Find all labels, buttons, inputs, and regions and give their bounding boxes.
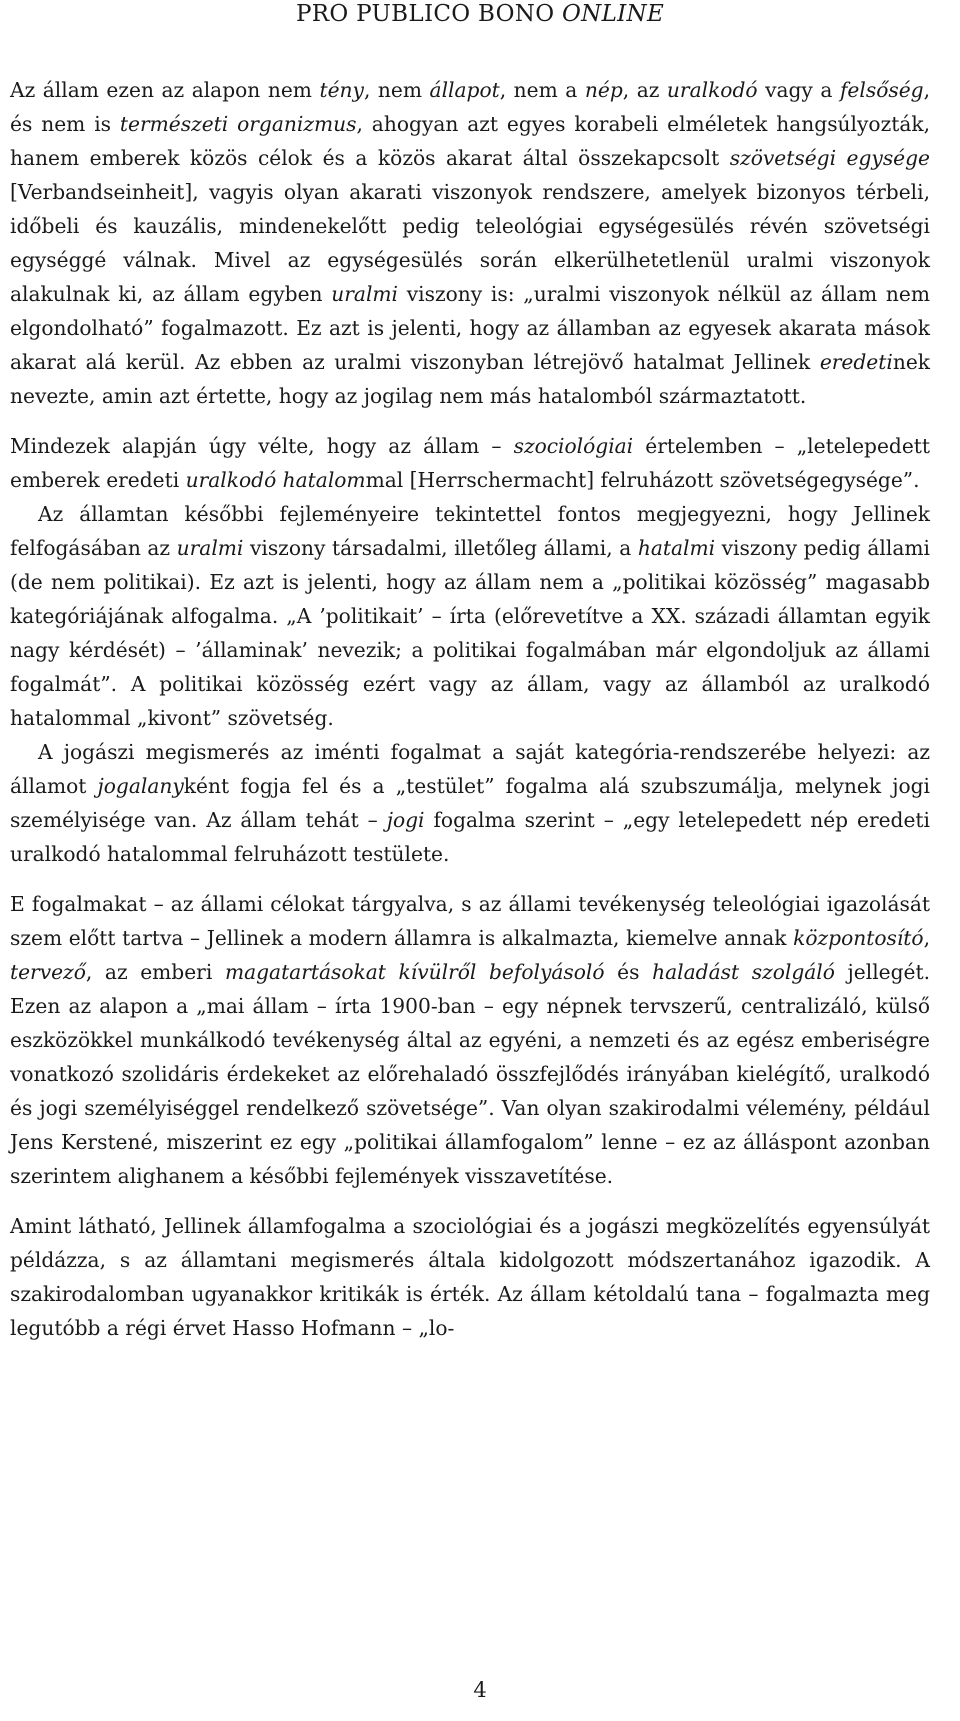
italic-run: nép bbox=[584, 78, 623, 102]
italic-run: uralkodó hatalom bbox=[185, 468, 366, 492]
paragraph-5 bbox=[10, 887, 930, 1193]
text-run: , bbox=[923, 926, 930, 950]
paragraph-1 bbox=[10, 73, 930, 413]
text-run: és bbox=[604, 960, 653, 984]
text-run: , és nem is bbox=[10, 78, 930, 136]
italic-run: felsőség bbox=[839, 78, 924, 102]
text-run: , nem bbox=[363, 78, 430, 102]
italic-run: jogi bbox=[386, 808, 425, 832]
text-run: Amint látható, Jellinek államfogalma a szociológiai és a jogászi megközelítés egyensúlyát példázza, s az államtani megismerés általa kidolgozott módszertanához igazodik. A szakirodalomban ugyanakkor kritikák is érték. Az állam kétoldalú tana – fogalmazta meg legutóbb a régi érvet Hasso Hofmann – „lo- bbox=[10, 1214, 930, 1340]
italic-run: természeti organizmus bbox=[119, 112, 357, 136]
text-run: ként fogja fel és a „testület” fogalma alá szubszumálja, melynek jogi személyisége van. Az állam tehát – bbox=[10, 774, 931, 832]
text-run: E fogalmakat – az állami célokat tárgyalva, s az állami tevékenység teleológiai igazolását szem előtt tartva – Jellinek a modern államra is alkalmazta, kiemelve annak bbox=[10, 892, 930, 950]
paragraph-4 bbox=[10, 735, 930, 871]
text-run: viszony pedig állami (de nem politikai). Ez azt is jelenti, hogy az állam nem a „politikai közösség” magasabb kategóriájának alfogalma. „A ’politikait’ – írta (előrevetítve a XX. századi államtan egyik nagy kérdését) – ’államinak’ nevezik; a politikai fogalmában már elgondoljuk az állami fogalmát”. A politikai közösség ezért vagy az állam, vagy az államból az uralkodó hatalommal „kivont” szövetség. bbox=[10, 536, 930, 730]
text-run: fogalma szerint – „egy letelepedett nép eredeti uralkodó hatalommal felruházott testülete. bbox=[10, 808, 930, 866]
text-run: Mindezek alapján úgy vélte, hogy az állam – bbox=[10, 434, 514, 458]
text-run: nek nevezte, amin azt értette, hogy az jogilag nem más hatalomból származtatott. bbox=[10, 350, 930, 408]
italic-run: uralmi bbox=[176, 536, 244, 560]
italic-run: tervező bbox=[10, 960, 86, 984]
text-run: mal [Herrschermacht] felruházott szövetségegysége”. bbox=[365, 468, 920, 492]
italic-run: uralkodó bbox=[666, 78, 758, 102]
italic-run: haladást szolgáló bbox=[652, 960, 835, 984]
text-run: vagy a bbox=[757, 78, 840, 102]
paragraph-2 bbox=[10, 429, 930, 497]
text-run: , nem a bbox=[499, 78, 585, 102]
body-text bbox=[10, 73, 930, 1345]
text-run: Az államtan későbbi fejleményeire tekintettel fontos megjegyezni, hogy Jellinek felfogásában az bbox=[10, 502, 930, 560]
italic-run: eredeti bbox=[819, 350, 893, 374]
text-run: Az állam ezen az alapon nem bbox=[10, 78, 320, 102]
running-header bbox=[0, 0, 960, 30]
page-number: 4 bbox=[473, 1678, 487, 1702]
italic-run: központosító bbox=[793, 926, 924, 950]
italic-run: jogalany bbox=[97, 774, 184, 798]
text-run: A jogászi megismerés az iménti fogalmat a saját kategória-rendszerébe helyezi: az államot bbox=[10, 740, 930, 798]
italic-run: szövetségi egysége bbox=[729, 146, 930, 170]
italic-run: szociológiai bbox=[513, 434, 634, 458]
text-run: jellegét. Ezen az alapon a „mai állam – írta 1900-ban – egy népnek tervszerű, centralizáló, külső eszközökkel munkálkodó tevékenység által az egyéni, a nemzeti és az egész emberiségre vonatkozó szolidáris érdekeket az előrehaladó összfejlődés irányában kielégítő, uralkodó és jogi személyiséggel rendelkező szövetsége”. Van olyan szakirodalmi vélemény, például Jens Kerstené, miszerint ez egy „politikai államfogalom” lenne – ez az álláspont azonban szerintem alighanem a későbbi fejlemények visszavetítése. bbox=[10, 960, 931, 1188]
text-run: [Verbandseinheit], vagyis olyan akarati viszonyok rendszere, amelyek bizonyos térbeli, időbeli és kauzális, mindenekelőtt pedig teleológiai egységesülés révén szövetségi egységgé válnak. Mivel az egységesülés során elkerülhetetlenül uralmi viszonyok alakulnak ki, az állam egyben bbox=[10, 180, 930, 306]
italic-run: uralmi bbox=[331, 282, 399, 306]
text-run: értelemben – „letelepedett emberek eredeti bbox=[10, 434, 930, 492]
text-run: , ahogyan azt egyes korabeli elméletek hangsúlyozták, hanem emberek közös célok és a közös akarat által összekapcsolt bbox=[10, 112, 931, 170]
italic-run: hatalmi bbox=[637, 536, 716, 560]
text-run: viszony is: „uralmi viszonyok nélkül az állam nem elgondolható” fogalmazott. Ez azt is jelenti, hogy az államban az egyesek akarata mások akarat alá kerül. Az ebben az uralmi viszonyban létrejövő hatalmat Jellinek bbox=[10, 282, 930, 374]
italic-run: tény bbox=[319, 78, 364, 102]
journal-title: PRO PUBLICO BONO bbox=[295, 1, 555, 27]
paragraph-3 bbox=[10, 497, 930, 735]
italic-run: magatartásokat kívülről befolyásoló bbox=[224, 960, 605, 984]
text-run: , az emberi bbox=[85, 960, 225, 984]
paragraph-6 bbox=[10, 1209, 930, 1345]
italic-run: állapot bbox=[429, 78, 500, 102]
journal-title-suffix: ONLINE bbox=[561, 1, 665, 27]
text-run: viszony társadalmi, illetőleg állami, a bbox=[243, 536, 638, 560]
text-run: , az bbox=[622, 78, 667, 102]
